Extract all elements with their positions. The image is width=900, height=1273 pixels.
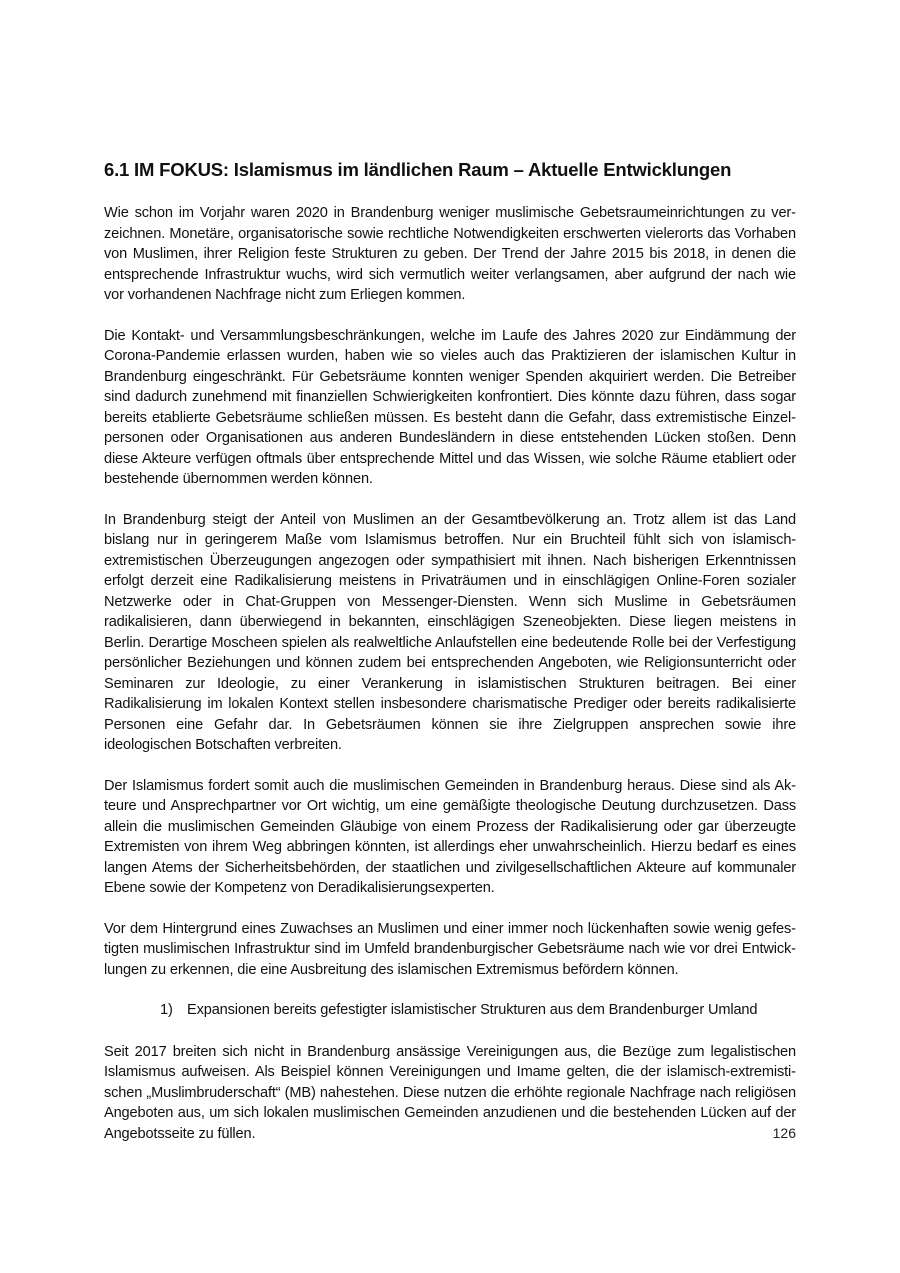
- document-page: [104, 158, 796, 1164]
- list-item-number: 1): [160, 1002, 173, 1018]
- list-item-text: Expansionen bereits gefestigter islamistischer Strukturen aus dem Brandenburger Umland: [187, 1002, 758, 1018]
- section-heading: 6.1 IM FOKUS: Islamismus im ländlichen Raum – Aktuelle Entwicklungen: [104, 159, 732, 180]
- paragraph-6: Seit 2017 breiten sich nicht in Brandenburg ansässige Vereinigungen aus, die Bezüge zum legalistischen Islamismus aufweisen. Als Beispiel können Vereinigungen und Imame gelten, die der islamisch-extremistischen „Muslimbruderschaft“ (MB) nahestehen. Diese nutzen die erhöhte regionale Nachfrage nach religiösen Angeboten aus, um sich lokalen muslimischen Gemeinden anzudienen und die bestehenden Lücken auf der Angebotsseite zu füllen.: [104, 1043, 796, 1142]
- paragraph-2: Die Kontakt- und Versammlungsbeschränkungen, welche im Laufe des Jahres 2020 zur Eindämmung der Corona-Pandemie erlassen wurden, haben wie so vieles auch das Praktizieren der islamischen Kultur in Brandenburg eingeschränkt. Für Gebetsräume konnten weniger Spenden akquiriert werden. Die Betreiber sind dadurch zunehmend mit finanziellen Schwierigkeiten konfrontiert. Dies könnte dazu führen, dass sogar bereits etablierte Gebetsräume schließen müssen. Es besteht dann die Gefahr, dass extremistische Einzelpersonen oder Organisationen aus anderen Bundesländern in diese entstehenden Lücken stoßen. Denn diese Akteure verfügen oftmals über entsprechende Mittel und das Wissen, wie solche Räume etabliert oder bestehende übernommen werden können.: [104, 327, 796, 487]
- paragraph-3: In Brandenburg steigt der Anteil von Muslimen an der Gesamtbevölkerung an. Trotz allem ist das Land bislang nur in geringerem Maße vom Islamismus betroffen. Nur ein Bruchteil fühlt sich von islamisch-extremistischen Überzeugungen angezogen oder sympathisiert mit ihnen. Nach bisherigen Erkenntnissen erfolgt derzeit eine Radikalisierung meistens in Privaträumen und in einschlägigen Online-Foren sozialer Netzwerke oder in Chat-Gruppen von Messenger-Diensten. Wenn sich Muslime in Gebetsräumen radikalisieren, dann überwiegend in bekannten, einschlägigen Szeneobjekten. Diese liegen meistens in Berlin. Derartige Moscheen spielen als realweltliche Anlaufstellen eine bedeutende Rolle bei der Verfestigung persönlicher Beziehungen und können zudem bei entsprechenden Angeboten, wie Religionsunterricht oder Seminaren zur Ideologie, zu einer Verankerung in islamistischen Strukturen beitragen. Bei einer Radikalisierung im lokalen Kontext stellen insbesondere charismatische Prediger oder bereits radikalisierte Personen eine Gefahr dar. In Gebetsräumen können sie ihre Zielgruppen ansprechen sowie ihre ideologischen Botschaften verbreiten.: [104, 511, 796, 753]
- paragraph-5: Vor dem Hintergrund eines Zuwachses an Muslimen und einer immer noch lückenhaften sowie wenig gefestigten muslimischen Infrastruktur sind im Umfeld brandenburgischer Gebetsräume nach wie vor drei Entwicklungen zu erkennen, die eine Ausbreitung des islamischen Extremismus befördern können.: [104, 920, 796, 978]
- page-number: 126: [772, 1125, 796, 1141]
- list-item: [104, 1000, 796, 1021]
- paragraph-4: Der Islamismus fordert somit auch die muslimischen Gemeinden in Brandenburg heraus. Diese sind als Akteure und Ansprechpartner vor Ort wichtig, um eine gemäßigte theologische Deutung durchzusetzen. Dass allein die muslimischen Gemeinden Gläubige von einem Prozess der Radikalisierung oder gar überzeugte Extremisten von ihrem Weg abbringen könnten, ist allerdings eher unwahrscheinlich. Hierzu bedarf es eines langen Atems der Sicherheitsbehörden, der staatlichen und zivilgesellschaftlichen Akteure auf kommunaler Ebene sowie der Kompetenz von Deradikalisierungsexperten.: [104, 777, 796, 896]
- paragraph-1: Wie schon im Vorjahr waren 2020 in Brandenburg weniger muslimische Gebetsraumeinrichtungen zu verzeichnen. Monetäre, organisatorische sowie rechtliche Notwendigkeiten erschwerten vielerorts das Vorhaben von Muslimen, ihrer Religion feste Strukturen zu geben. Der Trend der Jahre 2015 bis 2018, in denen die entsprechende Infrastruktur wuchs, wird sich vermutlich weiter verlangsamen, aber aufgrund der nach wie vor vorhandenen Nachfrage nicht zum Erliegen kommen.: [104, 205, 796, 303]
